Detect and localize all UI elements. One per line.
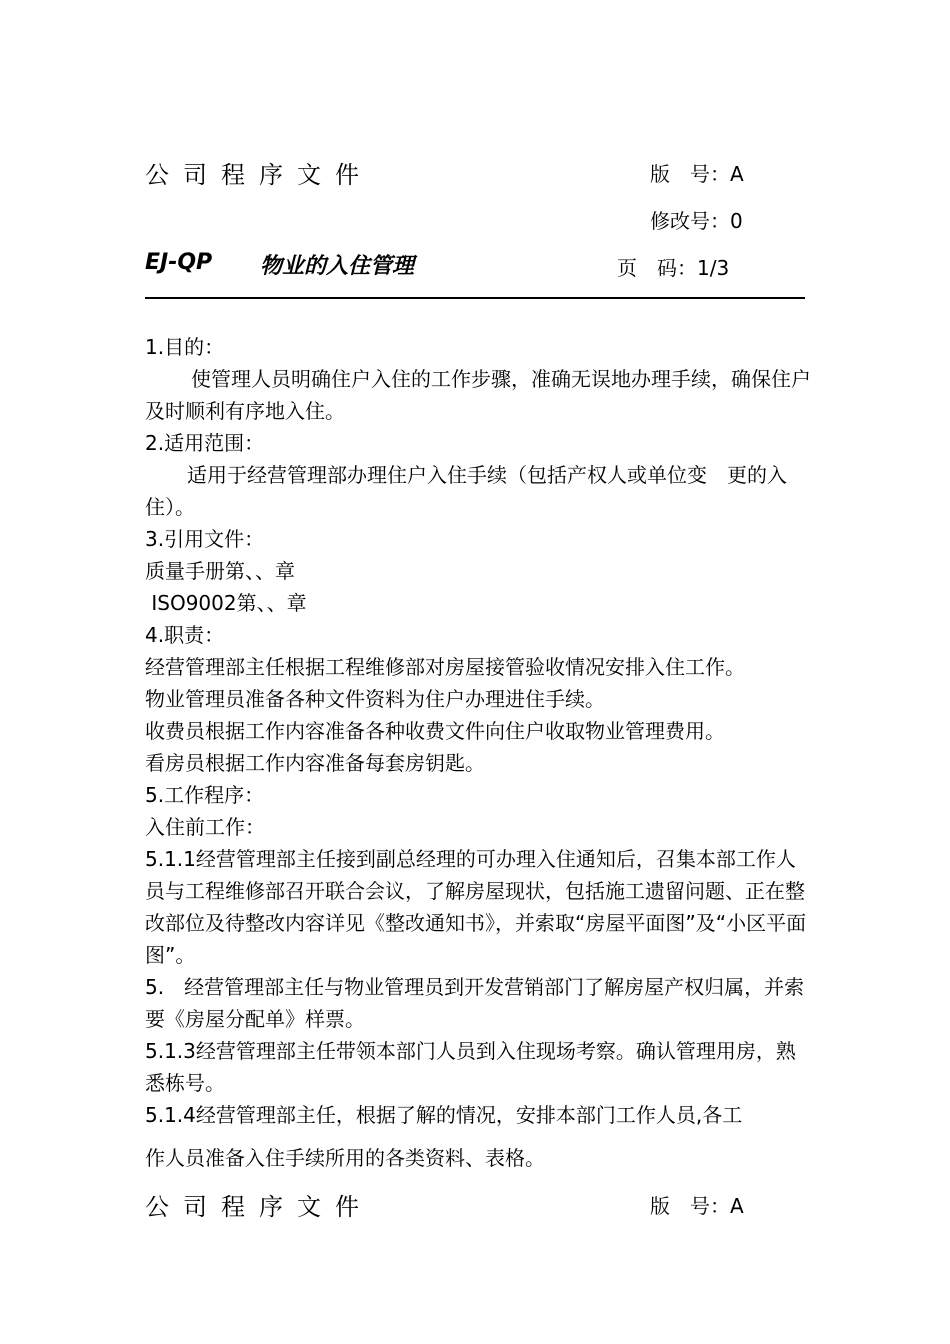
section-4-item-1: 经营管理部主任根据工程维修部对房屋接管验收情况安排入住工作。 [145,655,745,679]
section-5-subheading: 入住前工作： [145,815,265,839]
section-5-1-3: 5.1.3经营管理部主任带领本部门人员到入住现场考察。确认管理用房，熟悉栋号。 [145,1039,796,1095]
footer-company-title: 公司程序文件 [145,1193,373,1221]
section-2-heading: 2.适用范围： [145,431,265,455]
revision-row [650,205,743,234]
section-4-heading: 4.职责： [145,623,225,647]
section-4-item-2: 物业管理员准备各种文件资料为住户办理进住手续。 [145,687,605,711]
footer-version-label: 版 号： [650,1194,730,1218]
section-3-heading: 3.引用文件： [145,527,265,551]
section-1-text: 使管理人员明确住户入住的工作步骤，准确无误地办理手续，确保住户及时顺利有序地入住。 [145,367,811,423]
revision-label: 修改号： [650,209,730,233]
section-5-1-4: 5.1.4经营管理部主任，根据了解的情况，安排本部门工作人员,各工 [145,1103,743,1127]
version-row [650,158,744,187]
section-5-1-2: 5. 经营管理部主任与物业管理员到开发营销部门了解房屋产权归属，并索要《房屋分配单》样票。 [145,975,805,1031]
section-4-item-3: 收费员根据工作内容准备各种收费文件向住户收取物业管理费用。 [145,719,725,743]
document-body [145,331,813,1131]
revision-value: 0 [730,209,743,233]
section-4-item-4: 看房员根据工作内容准备每套房钥匙。 [145,751,485,775]
section-3-item-1: 质量手册第、、章 [145,559,295,583]
section-3-item-2: ISO9002第、、章 [145,591,307,615]
page-row [617,252,729,281]
header-divider [145,297,805,299]
doc-title: 物业的入住管理 [260,254,415,279]
version-label: 版 号： [650,162,730,186]
section-1-heading: 1.目的： [145,335,225,359]
page-value: 1/3 [697,256,730,280]
company-title: 公司程序文件 [145,161,373,189]
version-value: A [730,162,744,186]
footer-version-row [650,1190,744,1219]
section-5-1-4-continued: 作人员准备入住手续所用的各类资料、表格。 [145,1146,545,1170]
doc-code: EJ-QP [145,250,213,275]
footer-version-value: A [730,1194,744,1218]
section-5-1-1: 5.1.1经营管理部主任接到副总经理的可办理入住通知后，召集本部工作人员与工程维修部召开联合会议，了解房屋现状，包括施工遗留问题、正在整改部位及待整改内容详见《整改通知书》，并索取“房屋平面图”及“小区平面图”。 [145,847,807,967]
section-2-text: 适用于经营管理部办理住户入住手续（包括产权人或单位变 更的入住）。 [145,463,787,519]
page-label: 页 码： [617,256,697,280]
section-5-heading: 5.工作程序： [145,783,265,807]
